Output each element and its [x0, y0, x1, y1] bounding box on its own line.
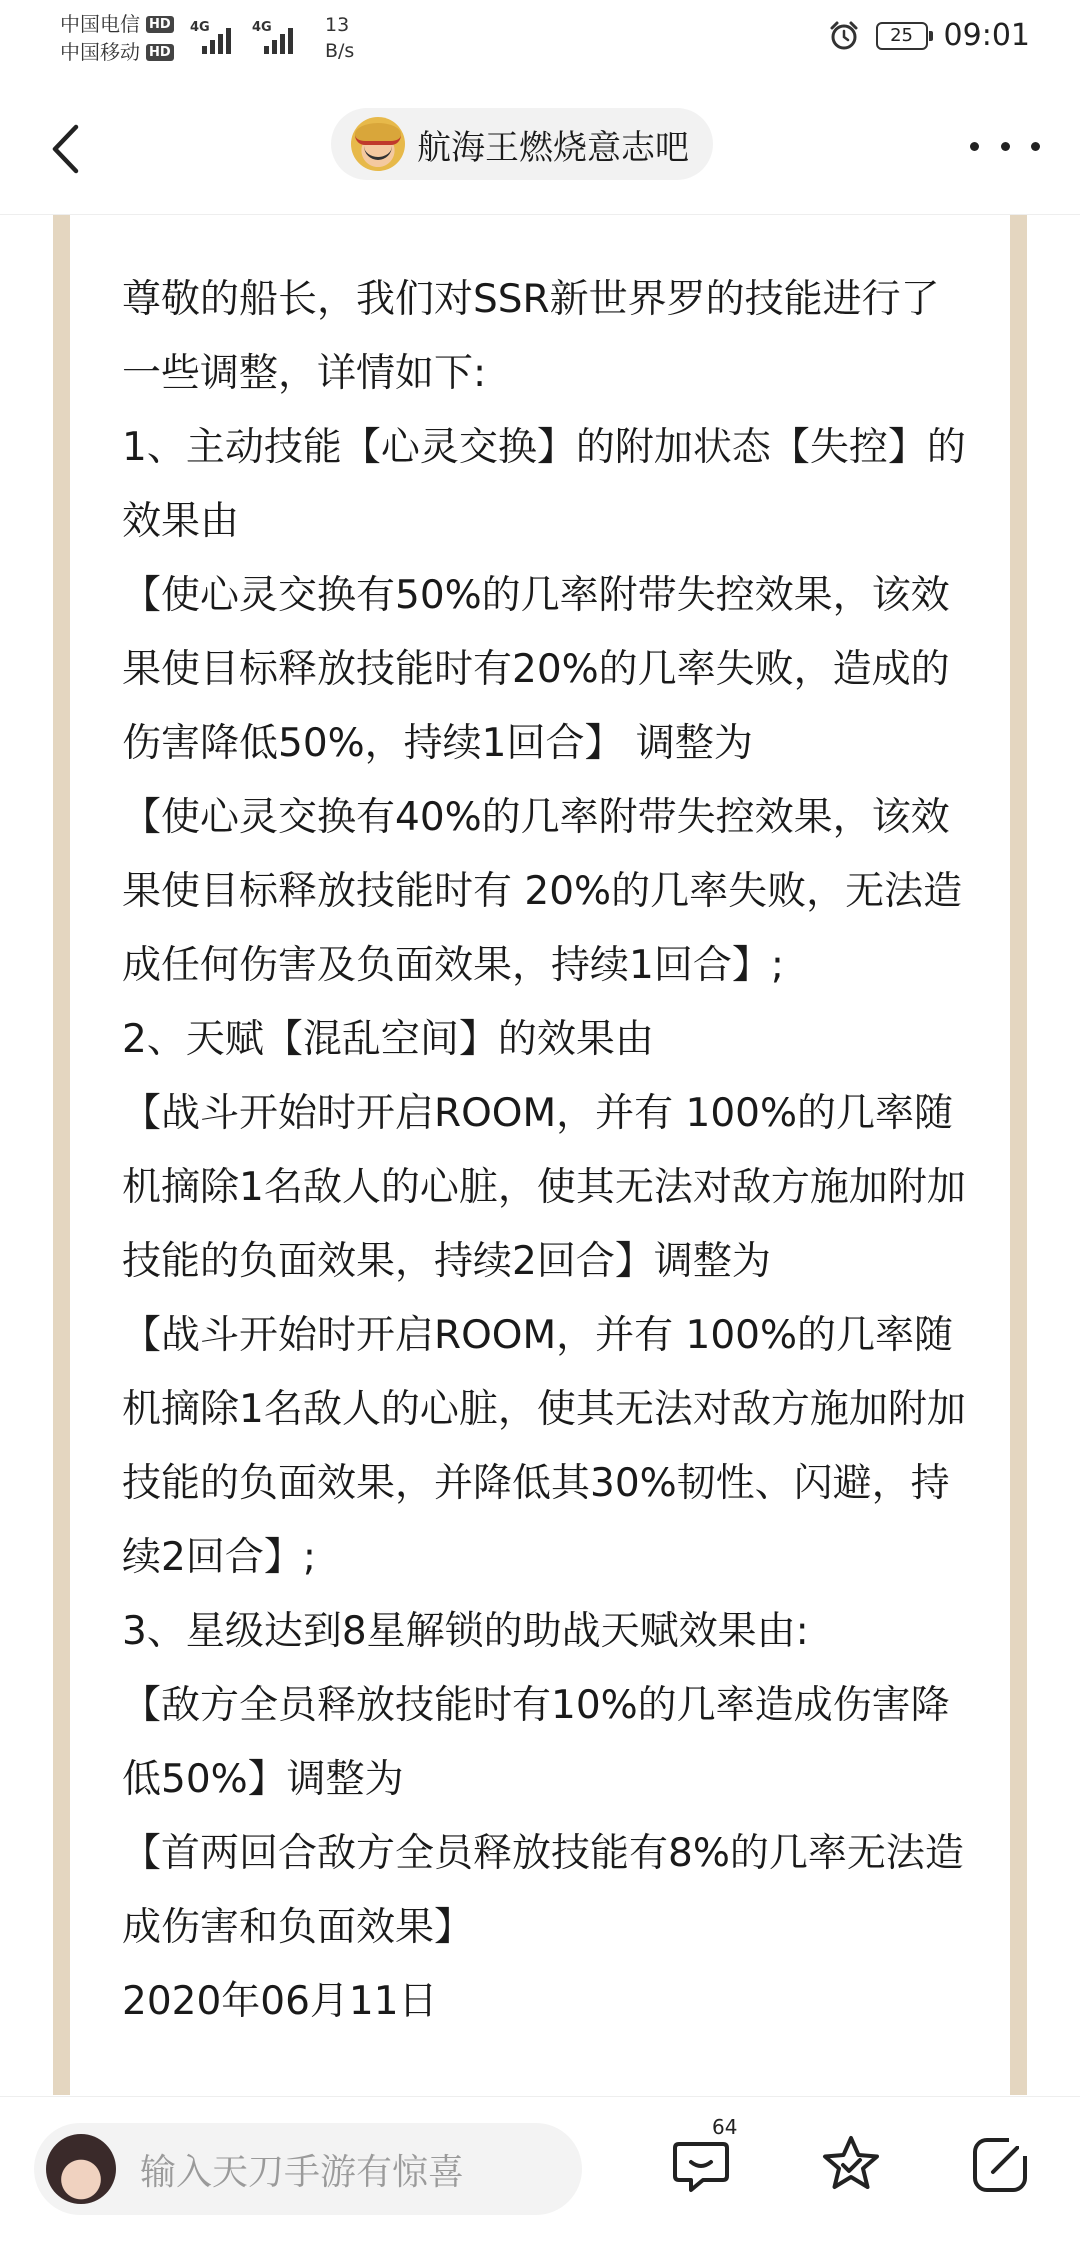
- alarm-icon: [828, 20, 860, 52]
- post-body: [122, 263, 972, 2039]
- post-paper: [70, 215, 1010, 2095]
- star-icon: [819, 2132, 883, 2196]
- reply-placeholder: 输入天刀手游有惊喜: [140, 2151, 465, 2193]
- hd-badge-2: HD: [146, 44, 174, 61]
- post-paragraph: 【使心灵交换有50%的几率附带失控效果，该效果使目标释放技能时有20%的几率失败，造成的伤害降低50%，持续1回合】 调整为: [122, 573, 950, 766]
- carrier-info: [60, 10, 174, 66]
- more-dots-icon: [970, 142, 979, 151]
- user-avatar: [46, 2134, 116, 2204]
- forum-title-pill[interactable]: [331, 108, 713, 180]
- forum-avatar: [351, 117, 405, 171]
- forum-name: 航海王燃烧意志吧: [417, 127, 689, 168]
- post-paragraph: 【战斗开始时开启ROOM，并有 100%的几率随机摘除1名敌人的心脏，使其无法对敌方施加附加技能的负面效果，并降低其30%韧性、闪避，持续2回合】;: [122, 1313, 966, 1580]
- status-bar: [0, 0, 1080, 84]
- battery-icon: 25: [876, 22, 928, 50]
- network-speed: 13 B/s: [325, 14, 355, 62]
- post-paragraph: 2、天赋【混乱空间】的效果由: [122, 1017, 654, 1062]
- bottom-bar: [0, 2096, 1080, 2245]
- clock: 09:01: [943, 18, 1030, 53]
- hd-badge-1: HD: [146, 16, 174, 33]
- favorite-button[interactable]: [816, 2129, 886, 2199]
- post-paragraph: 【使心灵交换有40%的几率附带失控效果，该效果使目标释放技能时有 20%的几率失败，无法造成任何伤害及负面效果，持续1回合】;: [122, 795, 963, 988]
- post-paragraph: 【首两回合敌方全员释放技能有8%的几率无法造成伤害和负面效果】: [122, 1831, 964, 1950]
- post-paragraph: 【敌方全员释放技能时有10%的几率造成伤害降低50%】调整为: [122, 1683, 950, 1802]
- post-content-frame: [53, 215, 1027, 2095]
- carrier-2: 中国移动: [60, 40, 140, 64]
- comment-icon: [669, 2132, 733, 2196]
- top-nav: [0, 84, 1080, 215]
- more-button[interactable]: [970, 126, 1040, 166]
- chevron-left-icon: [50, 123, 80, 175]
- post-paragraph: 尊敬的船长，我们对SSR新世界罗的技能进行了一些调整，详情如下:: [122, 277, 940, 396]
- signal-icon-2: 4G: [252, 20, 300, 54]
- share-icon: [969, 2132, 1033, 2196]
- carrier-1: 中国电信: [60, 12, 140, 36]
- post-date: 2020年06月11日: [122, 1979, 438, 2024]
- signal-icon-1: 4G: [190, 20, 238, 54]
- signal-indicators: [190, 20, 300, 54]
- post-paragraph: 1、主动技能【心灵交换】的附加状态【失控】的效果由: [122, 425, 966, 544]
- share-button[interactable]: [966, 2129, 1036, 2199]
- comment-button[interactable]: [666, 2115, 738, 2199]
- comment-count-badge: 64: [712, 2115, 738, 2139]
- post-paragraph: 3、星级达到8星解锁的助战天赋效果由:: [122, 1609, 809, 1654]
- reply-input[interactable]: [34, 2123, 582, 2215]
- post-paragraph: 【战斗开始时开启ROOM，并有 100%的几率随机摘除1名敌人的心脏，使其无法对敌方施加附加技能的负面效果，持续2回合】调整为: [122, 1091, 966, 1284]
- back-button[interactable]: [40, 114, 90, 184]
